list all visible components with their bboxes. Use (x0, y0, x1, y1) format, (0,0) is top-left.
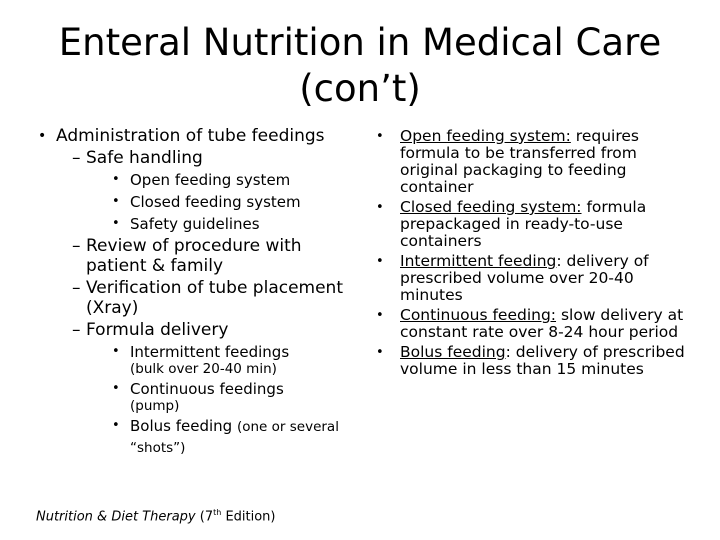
bullet-dot-icon: • (112, 194, 120, 209)
citation-edition-pre: (7 (195, 509, 214, 525)
dash-icon: – (72, 148, 81, 168)
definition-text: : delivery of prescribed volume over 20-40 minutes (400, 252, 649, 304)
definition-term: Bolus feeding (400, 343, 506, 361)
dash-icon: – (72, 278, 81, 298)
list-item (30, 170, 350, 190)
definition-item (372, 199, 692, 250)
bullet-dot-icon: • (376, 254, 384, 269)
definition-term: Open feeding system: (400, 127, 571, 145)
list-item-note: (one or several “shots”) (130, 419, 339, 456)
definition-text: slow delivery at constant rate over 8-24 hour period (400, 306, 684, 341)
list-item-text: Intermittent feedings (130, 343, 290, 361)
source-citation (36, 508, 276, 524)
definition-term: Closed feeding system: (400, 198, 582, 216)
dash-icon: – (72, 320, 81, 340)
definition-text: requires formula to be transferred from original packaging to feeding container (400, 127, 639, 196)
sub-bullet-formula-delivery (30, 320, 350, 340)
right-column (372, 128, 692, 381)
sub-bullet-text: Safe handling (86, 148, 203, 168)
sub-bullet-text: Review of procedure with patient & family (86, 236, 302, 276)
sub-bullet-text: Formula delivery (86, 320, 229, 340)
list-item-continuous (30, 379, 350, 414)
slide-title: Enteral Nutrition in Medical Care (con’t) (58, 21, 662, 110)
dash-icon: – (72, 236, 81, 256)
definition-item (372, 128, 692, 196)
bullet-dot-icon: • (112, 216, 120, 231)
bullet-dot-icon: • (112, 418, 120, 433)
bullet-dot-icon: • (112, 381, 120, 396)
definition-text: formula prepackaged in ready-to-use containers (400, 198, 647, 250)
list-item (30, 214, 350, 234)
list-item-note: (bulk over 20-40 min) (130, 361, 277, 377)
list-item-text: Open feeding system (130, 171, 291, 189)
bullet-text: Administration of tube feedings (56, 126, 325, 146)
list-item-intermittent (30, 342, 350, 377)
definition-term: Intermittent feeding (400, 252, 557, 270)
bullet-dot-icon: • (376, 308, 384, 323)
bullet-dot-icon: • (376, 345, 384, 360)
sub-bullet-review (30, 236, 350, 276)
bullet-dot-icon: • (38, 128, 47, 144)
bullet-administration (30, 126, 350, 146)
sub-bullet-text: Verification of tube placement (Xray) (86, 278, 344, 318)
bullet-dot-icon: • (112, 344, 120, 359)
definition-item (372, 344, 692, 378)
citation-edition-post: Edition) (221, 509, 276, 525)
sub-bullet-verification (30, 278, 350, 318)
definition-item (372, 253, 692, 304)
list-item-text: Safety guidelines (130, 215, 260, 233)
definition-term: Continuous feeding: (400, 306, 557, 324)
list-item-text: Continuous feedings (130, 380, 284, 398)
left-column (30, 126, 350, 458)
definition-item (372, 307, 692, 341)
list-item-text: Closed feeding system (130, 193, 301, 211)
citation-edition-sup: th (213, 508, 222, 517)
definition-text: : delivery of prescribed volume in less than 15 minutes (400, 343, 685, 378)
bullet-dot-icon: • (112, 172, 120, 187)
list-item-text: Bolus feeding (130, 417, 233, 435)
list-item-bolus (30, 416, 350, 458)
sub-bullet-safe-handling (30, 148, 350, 168)
bullet-dot-icon: • (376, 129, 384, 144)
bullet-dot-icon: • (376, 200, 384, 215)
citation-book: Nutrition & Diet Therapy (36, 509, 196, 525)
list-item-note: (pump) (130, 398, 180, 414)
list-item (30, 192, 350, 212)
